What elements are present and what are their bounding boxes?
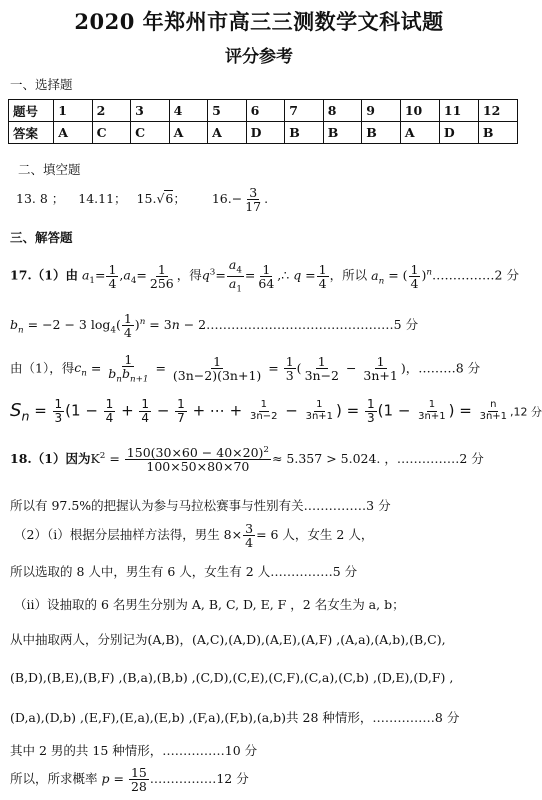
- s17-line1: 17.（1）由 $a_1=$ $\frac{1}{4}$ $,a_4=$ $\frac{1}{256}$ ，得$q^3=$ $\frac{a_4}{a_1}$ = $\frac{1}{64}$ ,∴ q = $\frac{1}{4}$ ，所以 $a_n$ = ( $\frac{1}{4}$ )$^n$……………2 分: [10, 257, 519, 295]
- table-cell: 10: [400, 100, 439, 122]
- s18-line7: (B,D),(B,E),(B,F) ,(B,a),(B,b) ,(C,D),(C,E),(C,F),(C,a),(C,b) ,(D,E),(D,F) ,: [10, 670, 454, 685]
- table-row: [9, 100, 518, 122]
- fill-q16-fraction: $\frac{3}{17}$: [245, 185, 262, 215]
- s18-line9: 其中 2 男的共 15 种情形，……………10 分: [10, 743, 258, 758]
- section-heading-choice: 一、选择题: [10, 77, 73, 92]
- page-subtitle: 评分参考: [225, 47, 293, 67]
- fill-q15-end: ；: [173, 191, 186, 207]
- table-cell: 11: [439, 100, 478, 122]
- s18-line10: 所以，所求概率 p = $\frac{15}{28}$ .……………12 分: [10, 765, 249, 795]
- s18-line4: 所以选取的 8 人中，男生有 6 人，女生有 2 人……………5 分: [10, 564, 358, 579]
- s18-line2: 所以有 97.5%的把握认为参与马拉松赛事与性别有关……………3 分: [10, 498, 391, 513]
- table-header-cell: 答案: [9, 122, 54, 144]
- table-cell: B: [362, 122, 401, 144]
- table-cell: 3: [131, 100, 170, 122]
- table-cell: 8: [323, 100, 362, 122]
- table-cell: 5: [208, 100, 246, 122]
- table-cell: 1: [54, 100, 92, 122]
- s18-line5: （ii）设抽取的 6 名男生分别为 A, B, C, D, E, F ，2 名女生为 a, b；: [14, 597, 405, 612]
- fill-q16-end: .: [264, 191, 269, 207]
- page-title: 2020 年郑州市高三三测数学文科试题: [74, 9, 444, 34]
- s18-line6: 从中抽取两人，分别记为(A,B)，(A,C),(A,D),(A,E),(A,F) ,(A,a),(A,b),(B,C),: [10, 632, 446, 647]
- table-cell: 7: [285, 100, 324, 122]
- table-cell: C: [131, 122, 170, 144]
- table-cell: A: [54, 122, 92, 144]
- section-heading-solve: 三、解答题: [10, 230, 73, 245]
- sqrt-symbol: √: [156, 191, 165, 207]
- section-heading-fill: 二、填空题: [18, 162, 81, 177]
- s17-line4: $S_n$ = $\frac{1}{3}$ (1 − $\frac{1}{4}$ + $\frac{1}{4}$ − $\frac{1}{7}$ + ⋯ + $\frac{1}{3n-2}$ − $\frac{1}{3n+1}$ ) = $\frac{1}{3}$ (1 − $\frac{1}{3n+1}$ ) = $\frac{n}{3n+1}$ ,12 分: [10, 397, 542, 425]
- table-cell: B: [285, 122, 324, 144]
- fill-q14: 14.11；: [78, 191, 127, 207]
- s17-line2: $b_n = -2 - 3$ $\log_4$( $\frac{1}{4}$ )$^n$ = 3n − 2………………………………………5 分: [10, 311, 419, 341]
- table-cell: C: [92, 122, 131, 144]
- s18-line3: （2）（i）根据分层抽样方法得，男生 8× $\frac{3}{4}$ = 6 人，女生 2 人，: [14, 521, 374, 551]
- answer-table: [8, 99, 518, 144]
- table-cell: A: [169, 122, 207, 144]
- table-cell: A: [400, 122, 439, 144]
- table-header-cell: 题号: [9, 100, 54, 122]
- fill-q16-label: 16.−: [211, 191, 243, 207]
- fill-q13: 13. 8 ；: [16, 191, 65, 207]
- table-cell: B: [478, 122, 517, 144]
- s18-line8: (D,a),(D,b) ,(E,F),(E,a),(E,b) ,(F,a),(F,b),(a,b)共 28 种情形，……………8 分: [10, 710, 460, 725]
- table-cell: 2: [92, 100, 131, 122]
- s18-line1: 18.（1）因为$K^2$ = $\frac{150(30\times 60 - 40\times 20)^2}{100\times 50\times 80\times 70}$ ≈ 5.357 > 5.024. ，……………2 分: [10, 445, 484, 475]
- fill-q15-label: 15.: [136, 191, 157, 207]
- fill-answers: [16, 186, 268, 213]
- table-cell: 9: [362, 100, 401, 122]
- table-cell: D: [246, 122, 285, 144]
- fill-q15-root: 6: [165, 191, 174, 207]
- table-cell: D: [439, 122, 478, 144]
- table-cell: 6: [246, 100, 285, 122]
- table-cell: 4: [169, 100, 207, 122]
- table-cell: 12: [478, 100, 517, 122]
- s17-line3: 由（1），得$c_n$ = $\frac{1}{b_nb_{n+1}}$ = $\frac{1}{(3n-2)(3n+1)}$ = $\frac{1}{3}$ ( $\frac{1}{3n-2}$ − $\frac{1}{3n+1}$ )，………8 分: [10, 352, 481, 385]
- table-cell: A: [208, 122, 246, 144]
- table-row: [9, 122, 518, 144]
- table-cell: B: [323, 122, 362, 144]
